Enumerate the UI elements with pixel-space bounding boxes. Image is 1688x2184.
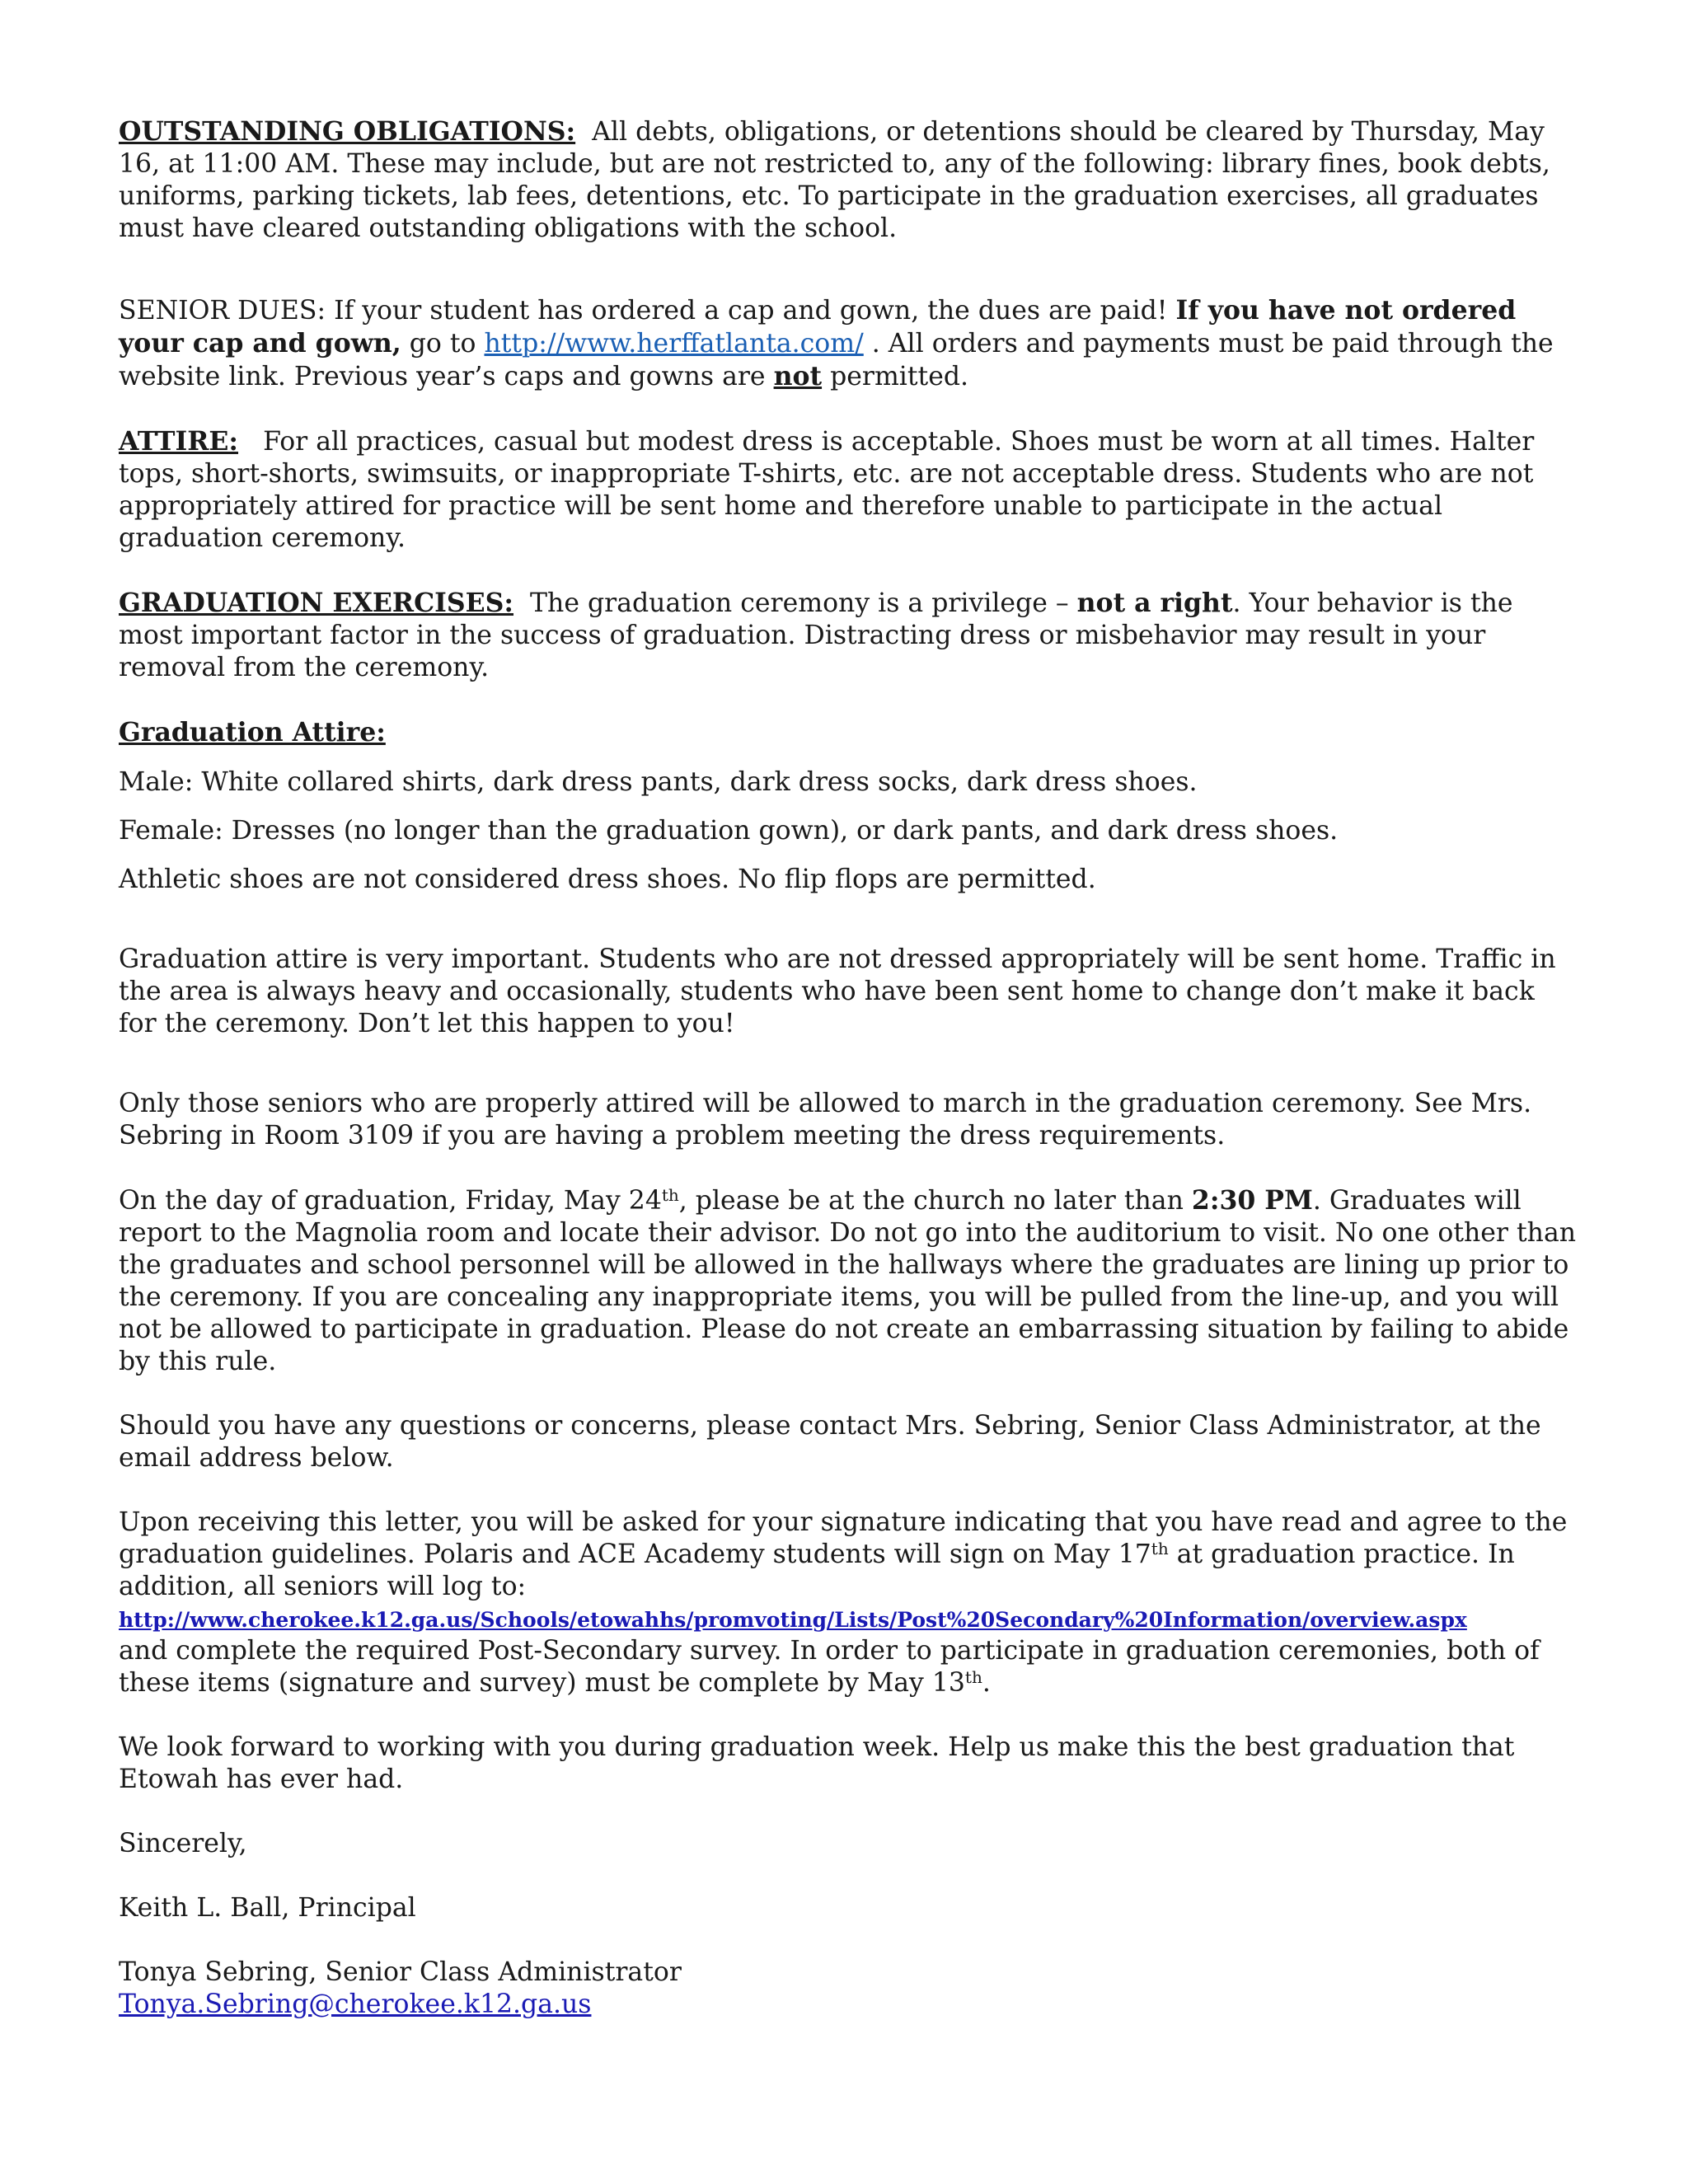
exercises-text-1: The graduation ceremony is a privilege – <box>530 588 1077 618</box>
grad-attire-athletic: Athletic shoes are not considered dress shoes. No flip flops are permitted. <box>119 865 1096 894</box>
attire-text: For all practices, casual but modest dress is acceptable. Shoes must be worn at all times. Halter tops, short-shorts, swimsuits, or inappropriate T-shirts, etc. are not acceptable dress. Students who are not appropriately attired for practice will be sent home and therefore unable to participate in the actual graduation ceremony. <box>119 427 1535 553</box>
signature-text-1: Upon receiving this letter, you will be asked for your signature indicating that you have read and agree to the graduation guidelines. Polaris and ACE Academy students will sign on May 17 <box>119 1507 1568 1569</box>
day-time: 2:30 PM <box>1191 1185 1313 1216</box>
only-those-paragraph: Only those seniors who are properly attired will be allowed to march in the graduation ceremony. See Mrs. Sebring in Room 3109 if you are having a problem meeting the dress requirements. <box>119 1089 1532 1151</box>
closing: Sincerely, <box>119 1829 247 1858</box>
signature-text-3: and complete the required Post-Secondary survey. In order to participate in graduation ceremonies, both of these items (signature and survey) must be complete by May 13 <box>119 1636 1540 1698</box>
letter-body <box>119 115 1578 2021</box>
obligations-paragraph <box>119 115 1578 245</box>
dues-bold: If you have not ordered your cap and gown, <box>119 295 1517 359</box>
signature-sup-1: th <box>1151 1539 1169 1558</box>
obligations-heading: OUTSTANDING OBLIGATIONS: <box>119 116 576 147</box>
questions-paragraph: Should you have any questions or concerns, please contact Mrs. Sebring, Senior Class Administrator, at the email address below. <box>119 1411 1541 1473</box>
exercises-heading: GRADUATION EXERCISES: <box>119 588 514 618</box>
signature-paragraph <box>119 1507 1578 1699</box>
attire-paragraph <box>119 425 1578 555</box>
day-sup: th <box>661 1185 679 1205</box>
forward-paragraph: We look forward to working with you during graduation week. Help us make this the best graduation that Etowah has ever had. <box>119 1732 1515 1794</box>
dues-text-1: SENIOR DUES: If your student has ordered a cap and gown, the dues are paid! <box>119 296 1176 326</box>
principal-signature: Keith L. Ball, Principal <box>119 1893 416 1923</box>
signature-sup-2: th <box>964 1667 982 1687</box>
email-link[interactable]: Tonya.Sebring@cherokee.k12.ga.us <box>119 1990 592 2019</box>
grad-attire-heading: Graduation Attire: <box>119 717 386 748</box>
dues-text-4: permitted. <box>822 362 969 391</box>
attire-heading: ATTIRE: <box>119 426 239 457</box>
dues-text-3: . All orders and payments must be paid through the website link. Previous year’s caps and gowns are <box>119 329 1554 391</box>
day-paragraph <box>119 1184 1578 1378</box>
grad-attire-male: Male: White collared shirts, dark dress pants, dark dress socks, dark dress shoes. <box>119 767 1198 797</box>
dues-text-2: go to <box>401 329 485 359</box>
obligations-text: All debts, obligations, or detentions should be cleared by Thursday, May 16, at 11:00 AM. These may include, but are not restricted to, any of the following: library fines, book debts, uniforms, parking tickets, lab fees, detentions, etc. To participate in the graduation exercises, all graduates must have cleared outstanding obligations with the school. <box>119 117 1550 243</box>
exercises-paragraph <box>119 587 1578 684</box>
exercises-bold: not a right <box>1076 588 1233 618</box>
exercises-text-2: . Your behavior is the most important factor in the success of graduation. Distracting dress or misbehavior may result in your removal from the ceremony. <box>119 588 1513 682</box>
day-text-1: On the day of graduation, Friday, May 24 <box>119 1186 662 1216</box>
dues-not: not <box>773 361 823 391</box>
admin-signature: Tonya Sebring, Senior Class Administrator <box>119 1957 682 1987</box>
day-text-2: , please be at the church no later than <box>678 1186 1192 1216</box>
day-text-3: . Graduates will report to the Magnolia room and locate their advisor. Do not go into the auditorium to visit. No one other than the graduates and school personnel will be allowed in the hallways where the graduates are lining up prior to the ceremony. If you are concealing any inappropriate items, you will be pulled from the line-up, and you will not be allowed to participate in graduation. Please do not create an embarrassing situation by failing to abide by this rule. <box>119 1186 1577 1376</box>
grad-attire-female: Female: Dresses (no longer than the graduation gown), or dark pants, and dark dress shoes. <box>119 816 1339 846</box>
signature-text-2: at graduation practice. In addition, all seniors will log to: <box>119 1540 1515 1601</box>
important-paragraph: Graduation attire is very important. Students who are not dressed appropriately will be sent home. Traffic in the area is always heavy and occasionally, students who have been sent home to change don’t make it back for the ceremony. Don’t let this happen to you! <box>119 944 1556 1038</box>
herff-link[interactable]: http://www.herffatlanta.com/ <box>484 329 864 359</box>
signature-text-4: . <box>982 1668 991 1698</box>
dues-paragraph <box>119 294 1578 393</box>
survey-link[interactable]: http://www.cherokee.k12.ga.us/Schools/etowahhs/promvoting/Lists/Post%20Secondary%20Information/overview.aspx <box>119 1608 1467 1632</box>
